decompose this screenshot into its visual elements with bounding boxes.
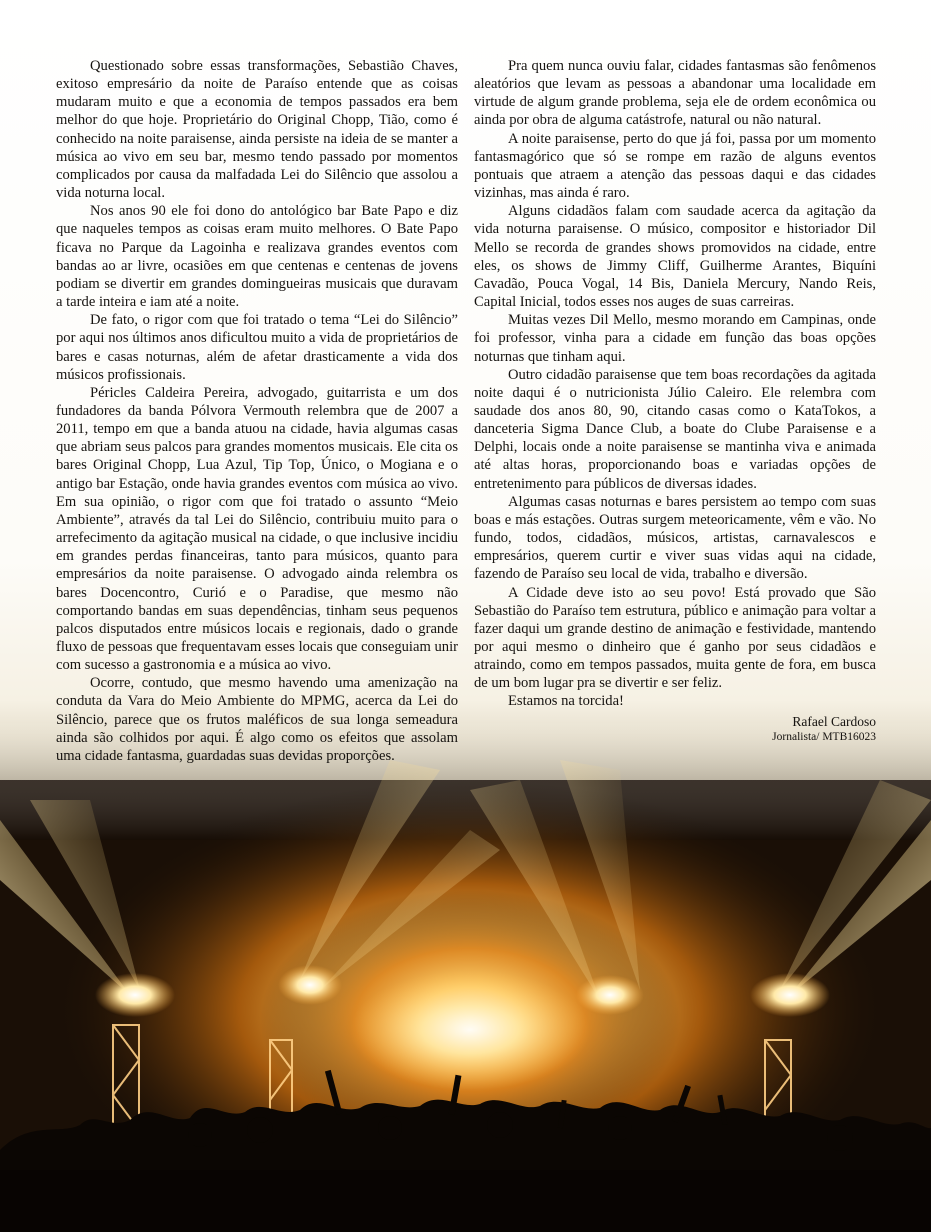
author-name: Rafael Cardoso <box>792 713 876 729</box>
paragraph: De fato, o rigor com que foi tratado o tema “Lei do Silêncio” por aqui nos últimos anos dificultou muito a vida de proprietários de bares e casas noturnas, além de afetar drasticamente a vida dos músicos profissionais. <box>56 312 458 383</box>
author-signature <box>474 713 876 744</box>
paragraph: Outro cidadão paraisense que tem boas recordações da agitada noite daqui é o nutricionista Júlio Caleiro. Ele relembra com saudade dos anos 80, 90, citando casas como o KataTokos, a danceteria Sigma Dance Club, a boate do Clube Paraisense e a Delphi, locais onde a noite paraisense se mantinha viva e animada até altas horas, proporcionando boas e variadas opções de entretenimento para públicos de diversas idades. <box>474 366 876 492</box>
paragraph: A noite paraisense, perto do que já foi, passa por um momento fantasmagórico que só se rompe em razão de alguns eventos pontuais que atraem a atenção das pessoas daqui e das cidades vizinhas, mas ainda é raro. <box>474 130 876 202</box>
paragraph: Péricles Caldeira Pereira, advogado, guitarrista e um dos fundadores da banda Pólvora Vermouth relembra que de 2007 a 2011, tempo em que a banda atuou na cidade, havia algumas casas que abriam seus palcos para grandes momentos musicais. Ele cita os bares Original Chopp, Lua Azul, Tip Top, Único, o Mogiana e o antigo bar Estação, onde havia grandes eventos com música ao vivo. Em sua opinião, o rigor com que foi tratado o assunto “Meio Ambiente”, através da tal Lei do Silêncio, contribuiu muito para o arrefecimento da agitação musical na cidade, o que inclusive incidiu em grandes perdas financeiras, tanto para músicos, quanto para empresários da noite paraisense. O advogado ainda relembra os bares Docencontro, Curió e o Paradise, que mesmo não comportando bandas em suas dependências, tinham seus pequenos palcos disputados entre músicos locais e regionais, dado o grande fluxo de pessoas que frequentavam esses locais que conseguiam unir com sucesso a gastronomia e a música ao vivo. <box>56 384 458 674</box>
author-role: Jornalista/ MTB16023 <box>772 730 876 743</box>
paragraph: Pra quem nunca ouviu falar, cidades fantasmas são fenômenos aleatórios que levam as pessoas a abandonar uma localidade em virtude de algum grande problema, seja ele de ordem econômica ou ainda por obra de alguma catástrofe, natural ou não natural. <box>474 58 876 129</box>
paragraph: Algumas casas noturnas e bares persistem ao tempo com suas boas e más estações. Outras surgem meteoricamente, vêm e vão. No fundo, todos, cidadãos, músicos, artistas, carnavalescos e empresários, querem curtir e viver suas vidas aqui na cidade, fazendo de Paraíso seu local de vida, trabalho e diversão. <box>474 493 876 583</box>
paragraph: A Cidade deve isto ao seu povo! Está provado que São Sebastião do Paraíso tem estrutura, público e animação para voltar a fazer daqui um grande destino de animação e festividade, mantendo por aqui mesmo o dinheiro que é ganho por seus cidadãos e atraindo, como em tempos passados, muita gente de fora, em busca de um bom lugar pra se divertir e ser feliz. <box>474 584 876 692</box>
article-right-column <box>474 57 876 765</box>
paragraph: Estamos na torcida! <box>508 693 624 710</box>
article-left-column <box>56 57 458 765</box>
paragraph: Ocorre, contudo, que mesmo havendo uma amenização na conduta da Vara do Meio Ambiente do MPMG, acerca da Lei do Silêncio, parece que os frutos maléficos de sua longa semeadura ainda são colhidos por aqui. É algo como os efeitos que assolam uma cidade fantasma, guardadas suas devidas proporções. <box>56 675 458 764</box>
paragraph: Nos anos 90 ele foi dono do antológico bar Bate Papo e diz que naqueles tempos as coisas eram muito melhores. O Bate Papo ficava no Parque da Lagoinha e realizava grandes eventos com bandas ao ar livre, ocasiões em que centenas e centenas de jovens podiam se divertir em grandes domingueiras musicais que duravam a tarde inteira e iam até a noite. <box>56 203 458 311</box>
paragraph: Alguns cidadãos falam com saudade acerca da agitação da vida noturna paraisense. O músico, compositor e historiador Dil Mello se recorda de grandes shows promovidos na cidade, entre eles, os shows de Jimmy Cliff, Guilherme Arantes, Biquíni Cavadão, Pouca Vogal, 14 Bis, Daniela Mercury, Nando Reis, Capital Inicial, todos esses nos auges de suas carreiras. <box>474 203 876 311</box>
article-columns <box>56 57 876 765</box>
paragraph: Questionado sobre essas transformações, Sebastião Chaves, exitoso empresário da noite de Paraíso entende que as coisas mudaram muito e que a economia de tempos passados era bem melhor do que hoje. Proprietário do Original Chopp, Tião, como é conhecido na noite paraisense, ainda persiste na ideia de se manter a música ao vivo em seu bar, mesmo tendo passado por momentos complicados por causa da malfadada Lei do Silêncio que assolou a vida noturna local. <box>56 58 458 202</box>
paragraph: Muitas vezes Dil Mello, mesmo morando em Campinas, onde foi professor, vinha para a cidade em função das boas opções noturnas que tinham aqui. <box>474 312 876 365</box>
